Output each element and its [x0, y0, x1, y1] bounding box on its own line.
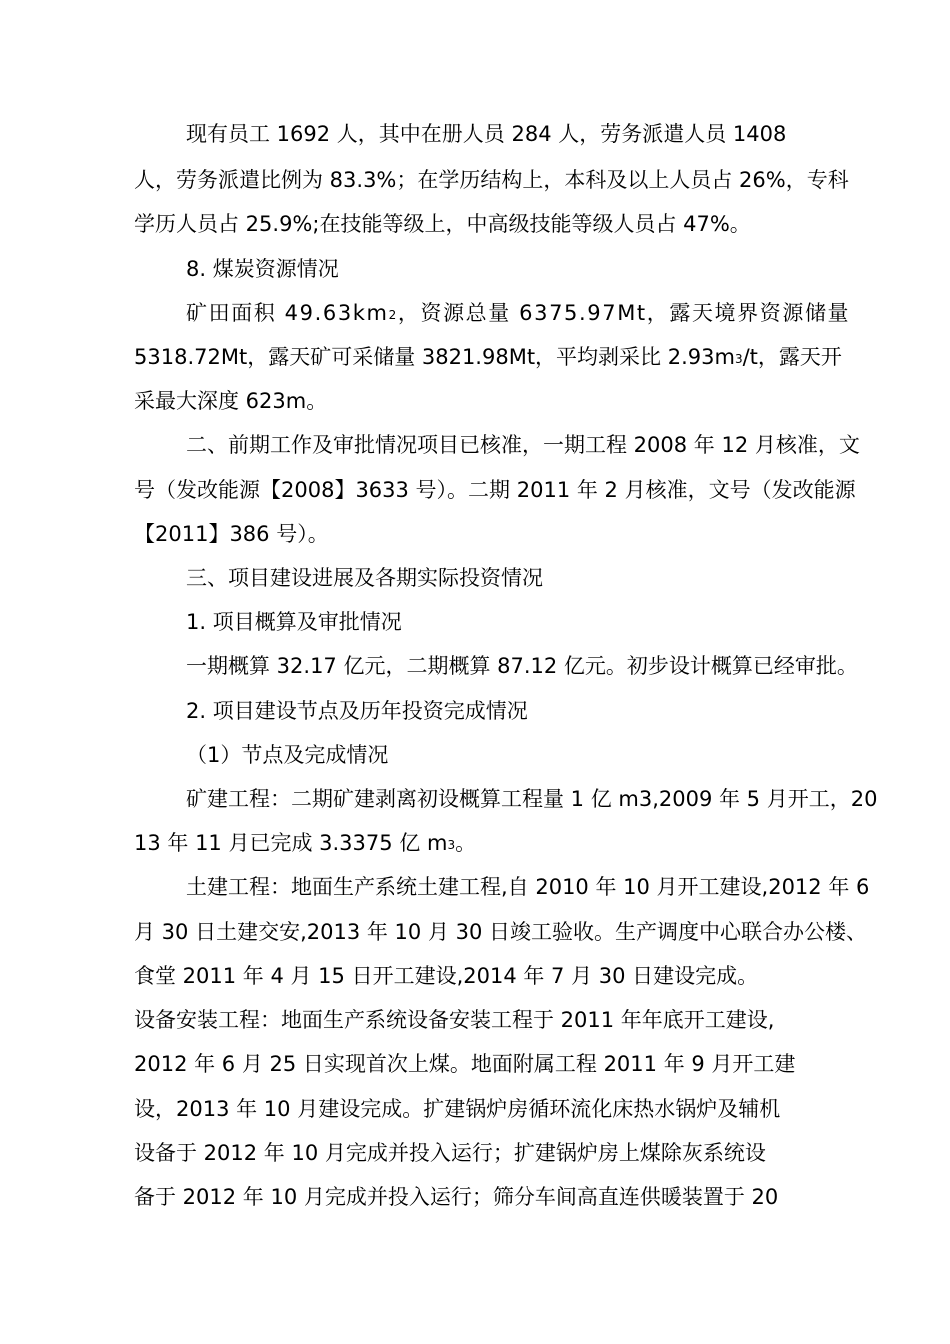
paragraph-coal-line-3: 采最大深度 623m。: [134, 389, 328, 413]
paragraph-staff-line-3: 学历人员占 25.9%;在技能等级上，中高级技能等级人员占 47%。: [134, 212, 751, 236]
heading-budget-approval: 1. 项目概算及审批情况: [186, 610, 402, 634]
heading-milestones-investment: 2. 项目建设节点及历年投资完成情况: [186, 699, 528, 723]
paragraph-equipment-line-2: 2012 年 6 月 25 日实现首次上煤。地面附属工程 2011 年 9 月开工建: [134, 1052, 796, 1076]
paragraph-coal-line-2: 5318.72Mt，露天矿可采储量 3821.98Mt，平均剥采比 $2.93m_3/t$，露天开: [134, 345, 842, 369]
paragraph-approval-line-1: 二、前期工作及审批情况项目已核准，一期工程 2008 年 12 月核准，文: [186, 433, 860, 457]
paragraph-budget: 一期概算 32.17 亿元，二期概算 87.12 亿元。初步设计概算已经审批。: [186, 654, 858, 678]
heading-construction-progress: 三、项目建设进展及各期实际投资情况: [186, 566, 543, 590]
paragraph-equipment-line-3: 设，2013 年 10 月建设完成。扩建锅炉房循环流化床热水锅炉及辅机: [134, 1097, 781, 1121]
paragraph-equipment-line-1: 设备安装工程：地面生产系统设备安装工程于 2011 年年底开工建设,: [134, 1008, 775, 1032]
paragraph-staff-line-1: 现有员工 1692 人，其中在册人员 284 人，劳务派遣人员 1408: [186, 122, 787, 146]
paragraph-approval-line-2: 号（发改能源【2008】3633 号）。二期 2011 年 2 月核准，文号（发改能源: [134, 478, 856, 502]
paragraph-mining-line-1: 矿建工程：二期矿建剥离初设概算工程量 1 亿 m3,2009 年 5 月开工，20: [186, 787, 878, 811]
paragraph-approval-line-3: 【2011】386 号）。: [134, 522, 329, 546]
paragraph-equipment-line-5: 备于 2012 年 10 月完成并投入运行；筛分车间高直连供暖装置于 20: [134, 1185, 779, 1209]
paragraph-civil-line-3: 食堂 2011 年 4 月 15 日开工建设,2014 年 7 月 30 日建设完成。: [134, 964, 759, 988]
heading-coal-resources: 8. 煤炭资源情况: [186, 257, 339, 281]
paragraph-civil-line-2: 月 30 日土建交安,2013 年 10 月 30 日竣工验收。生产调度中心联合办公楼、: [134, 920, 868, 944]
paragraph-equipment-line-4: 设备于 2012 年 10 月完成并投入运行；扩建锅炉房上煤除灰系统设: [134, 1141, 766, 1165]
paragraph-civil-line-1: 土建工程：地面生产系统土建工程,自 2010 年 10 月开工建设,2012 年 6: [186, 875, 870, 899]
paragraph-mining-line-2: 13 年 11 月已完成 3.3375 亿 $m_3$。: [134, 831, 477, 855]
paragraph-coal-line-1: 矿田面积 $49.63km_2$，资源总量 6375.97Mt，露天境界资源储量: [186, 301, 851, 325]
heading-milestones-status: （1）节点及完成情况: [186, 743, 389, 767]
paragraph-staff-line-2: 人，劳务派遣比例为 83.3%；在学历结构上，本科及以上人员占 26%，专科: [134, 168, 849, 192]
